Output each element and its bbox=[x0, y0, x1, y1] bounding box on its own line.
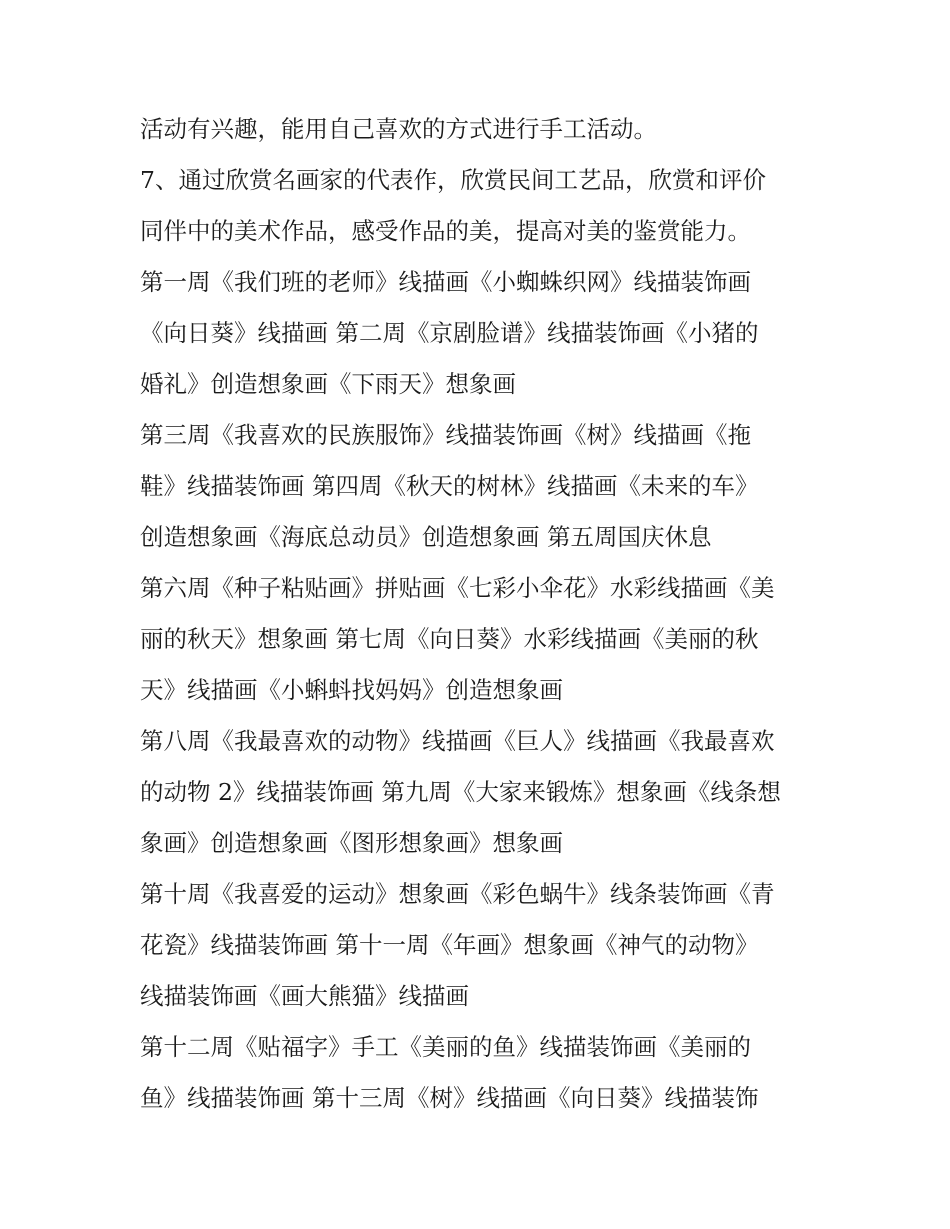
text-line: 创造想象画《海底总动员》创造想象画 第五周国庆休息 bbox=[140, 523, 712, 551]
text-line: 的动物 2》线描装饰画 第九周《大家来锻炼》想象画《线条想 bbox=[140, 778, 781, 806]
text-line: 活动有兴趣，能用自己喜欢的方式进行手工活动。 bbox=[140, 115, 657, 143]
text-line: 鞋》线描装饰画 第四周《秋天的树林》线描画《未来的车》 bbox=[140, 472, 759, 500]
text-line: 天》线描画《小蝌蚪找妈妈》创造想象画 bbox=[140, 676, 563, 704]
text-line: 第八周《我最喜欢的动物》线描画《巨人》线描画《我最喜欢 bbox=[140, 727, 775, 755]
text-line: 第十二周《贴福字》手工《美丽的鱼》线描装饰画《美丽的 bbox=[140, 1033, 751, 1061]
text-line: 花瓷》线描装饰画 第十一周《年画》想象画《神气的动物》 bbox=[140, 931, 759, 959]
text-line: 同伴中的美术作品，感受作品的美，提高对美的鉴赏能力。 bbox=[140, 217, 751, 245]
text-line: 第一周《我们班的老师》线描画《小蜘蛛织网》线描装饰画 bbox=[140, 268, 751, 296]
text-line: 丽的秋天》想象画 第七周《向日葵》水彩线描画《美丽的秋 bbox=[140, 625, 759, 653]
text-line: 第六周《种子粘贴画》拼贴画《七彩小伞花》水彩线描画《美 bbox=[140, 574, 775, 602]
text-line: 7、通过欣赏名画家的代表作，欣赏民间工艺品，欣赏和评价 bbox=[140, 166, 766, 194]
text-line: 第十周《我喜爱的运动》想象画《彩色蜗牛》线条装饰画《青 bbox=[140, 880, 775, 908]
text-line: 《向日葵》线描画 第二周《京剧脸谱》线描装饰画《小猪的 bbox=[140, 319, 759, 347]
text-line: 第三周《我喜欢的民族服饰》线描装饰画《树》线描画《拖 bbox=[140, 421, 751, 449]
text-line: 鱼》线描装饰画 第十三周《树》线描画《向日葵》线描装饰 bbox=[140, 1084, 759, 1112]
document-body bbox=[140, 104, 830, 1124]
text-line: 象画》创造想象画《图形想象画》想象画 bbox=[140, 829, 563, 857]
text-line: 婚礼》创造想象画《下雨天》想象画 bbox=[140, 370, 516, 398]
text-line: 线描装饰画《画大熊猫》线描画 bbox=[140, 982, 469, 1010]
